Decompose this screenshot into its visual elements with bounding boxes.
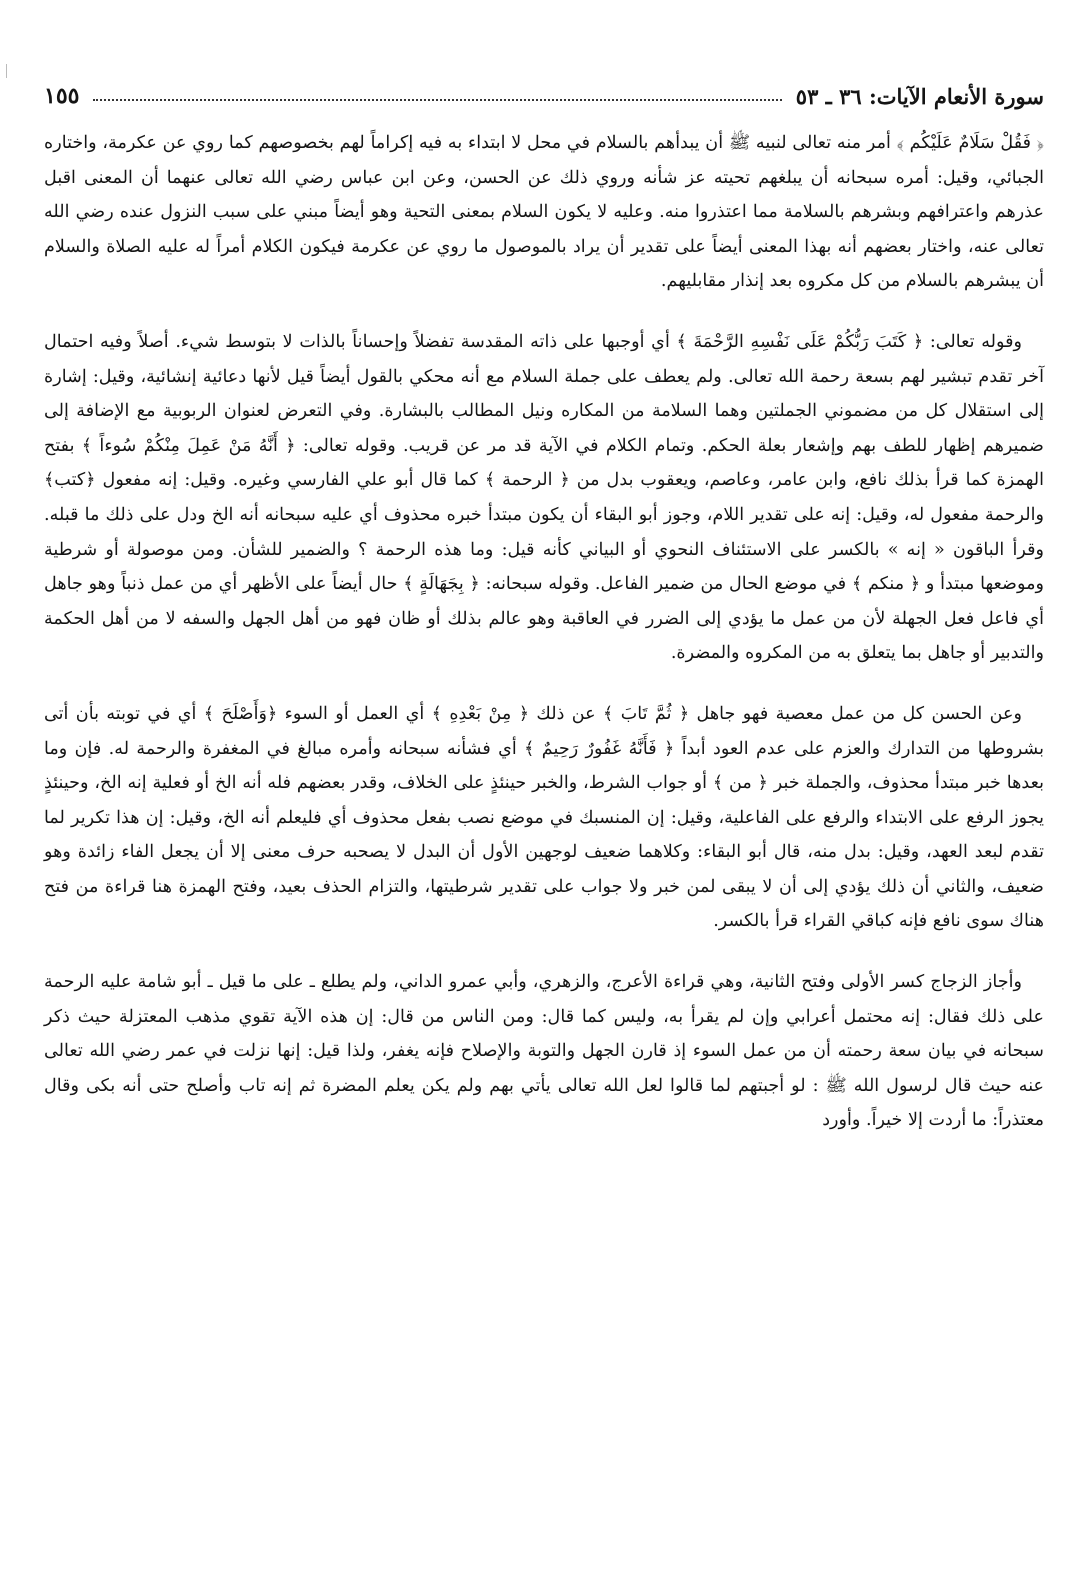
paragraph-2: وقوله تعالى: ﴿ كَتَبَ رَبُّكُمْ عَلَى نَفْسِهِ الرَّحْمَةَ ﴾ أي أوجبها على ذاته المقدسة تفضلاً وإحساناً بالذات لا بتوسط شيء. أصلاً وفيه احتمال آخر تقدم تبشير لهم بسعة رحمة الله تعالى. ولم يعطف على جملة السلام مع أنه محكي بالقول أيضاً قيل لأنها دعائية إنشائية، وقيل: إشارة إلى استقلال كل من مضموني الجملتين وهما السلامة من المكاره ونيل المطالب بالبشارة. وفي التعرض لعنوان الربوبية مع الإضافة إلى ضميرهم إظهار للطف بهم وإشعار بعلة الحكم. وتمام الكلام في الآية قد مر عن قريب. وقوله تعالى: ﴿ أَنَّهُ مَنْ عَمِلَ مِنْكُمْ سُوءاً ﴾ بفتح الهمزة كما قرأ بذلك نافع، وابن عامر، وعاصم، ويعقوب بدل من ﴿ الرحمة ﴾ كما قال أبو علي الفارسي وغيره. وقيل: إنه مفعول ﴿كتب﴾ والرحمة مفعول له، وقيل: إنه على تقدير اللام، وجوز أبو البقاء أن يكون مبتدأ خبره محذوف أي عليه سبحانه أنه الخ ودل على ذلك ما قبله. وقرأ الباقون « إنه » بالكسر على الاستئناف النحوي أو البياني كأنه قيل: وما هذه الرحمة ؟ والضمير للشأن. ومن موصولة أو شرطية وموضعها مبتدأ و ﴿ منكم ﴾ في موضع الحال من ضمير الفاعل. وقوله سبحانه: ﴿ بِجَهَالَةٍ ﴾ حال أيضاً على الأظهر أي من عمل ذنباً وهو جاهل أي فاعل فعل الجهلة لأن من عمل ما يؤدي إلى الضرر في العاقبة وهو عالم بذلك أو ظان فهو من أهل الجهل والسفه لا من أهل الحكمة والتدبير أو جاهل بما يتعلق به من المكروه والمضرة.: [44, 331, 1044, 664]
page-body: [44, 126, 1044, 1164]
paragraph-1: ﴿ فَقُلْ سَلَامٌ عَلَيْكُم ﴾ أمر منه تعالى لنبيه ﷺ أن يبدأهم بالسلام في محل لا ابتداء به فيه إكراماً لهم بخصوصهم كما روي عن عكرمة، واختاره الجبائي، وقيل: أمره سبحانه أن يبلغهم تحيته عز شأنه وروي ذلك عن الحسن، وعن ابن عباس رضي الله تعالى عنهما أن المعنى اقبل عذرهم واعترافهم وبشرهم بالسلامة مما اعتذروا منه. وعليه لا يكون السلام بمعنى التحية وهو أيضاً مبني على سبب النزول عنده رضي الله تعالى عنه، واختار بعضهم أنه بهذا المعنى أيضاً على تقدير أن يراد بالموصول ما روي عن عكرمة فيكون الكلام أمراً له عليه الصلاة والسلام أن يبشرهم بالسلام من كل مكروه بعد إنذار مقابليهم.: [44, 133, 1044, 292]
margin-mark: [6, 64, 7, 78]
paragraph-3: وعن الحسن كل من عمل معصية فهو جاهل ﴿ ثُمَّ تَابَ ﴾ عن ذلك ﴿ مِنْ بَعْدِهِ ﴾ أي العمل أو السوء ﴿وَأَصْلَحَ ﴾ أي في توبته بأن أتى بشروطها من التدارك والعزم على عدم العود أبداً ﴿ فَأَنَّهُ غَفُورٌ رَحِيمٌ ﴾ أي فشأنه سبحانه وأمره مبالغ في المغفرة والرحمة له. فإن وما بعدها خبر مبتدأ محذوف، والجملة خبر ﴿ من ﴾ أو جواب الشرط، والخبر حينئذٍ على الخلاف، وقدر بعضهم فله أنه الخ أو فعلية إنه الخ، وحينئذٍ يجوز الرفع على الابتداء والرفع على الفاعلية، وقيل: إن المنسبك في موضع نصب بفعل محذوف أي فليعلم أنه الخ، وقيل: إن هذا تكرير لما تقدم لبعد العهد، وقيل: بدل منه، قال أبو البقاء: وكلاهما ضعيف لوجهين الأول أن البدل لا يصحبه حرف معنى إلا أن يجعل الفاء زائدة وهو ضعيف، والثاني أن ذلك يؤدي إلى أن لا يبقى لمن خبر ولا جواب على تقدير شرطيتها، والتزام الحذف بعيد، وفتح الهمزة هنا قراءة من فتح هناك سوى نافع فإنه كباقي القراء قرأ بالكسر.: [44, 703, 1045, 932]
running-title: سورة الأنعام الآيات: ٣٦ ـ ٥٣: [795, 83, 1044, 109]
page-header: [44, 78, 1044, 114]
page-number: ١٥٥: [44, 83, 80, 109]
dotted-leader: [93, 99, 781, 101]
paragraph-4: وأجاز الزجاج كسر الأولى وفتح الثانية، وهي قراءة الأعرج، والزهري، وأبي عمرو الداني، ولم يطلع ـ على ما قيل ـ أبو شامة عليه الرحمة على ذلك فقال: إنه محتمل أعرابي وإن لم يقرأ به، وليس كما قال: ومن الناس من قال: إن هذه الآية تقوي مذهب المعتزلة حيث ذكر سبحانه في بيان سعة رحمته أن من عمل السوء إذ قارن الجهل والتوبة والإصلاح فإنه يغفر، ولذا قيل: إنها نزلت في عمر رضي الله تعالى عنه حيث قال لرسول الله ﷺ : لو أجبتهم لما قالوا لعل الله تعالى يأتي بهم ولم يكن يعلم المضرة ثم إنه تاب وأصلح حتى أنه بكى وقال معتذراً: ما أردت إلا خيراً. وأورد: [44, 972, 1044, 1131]
